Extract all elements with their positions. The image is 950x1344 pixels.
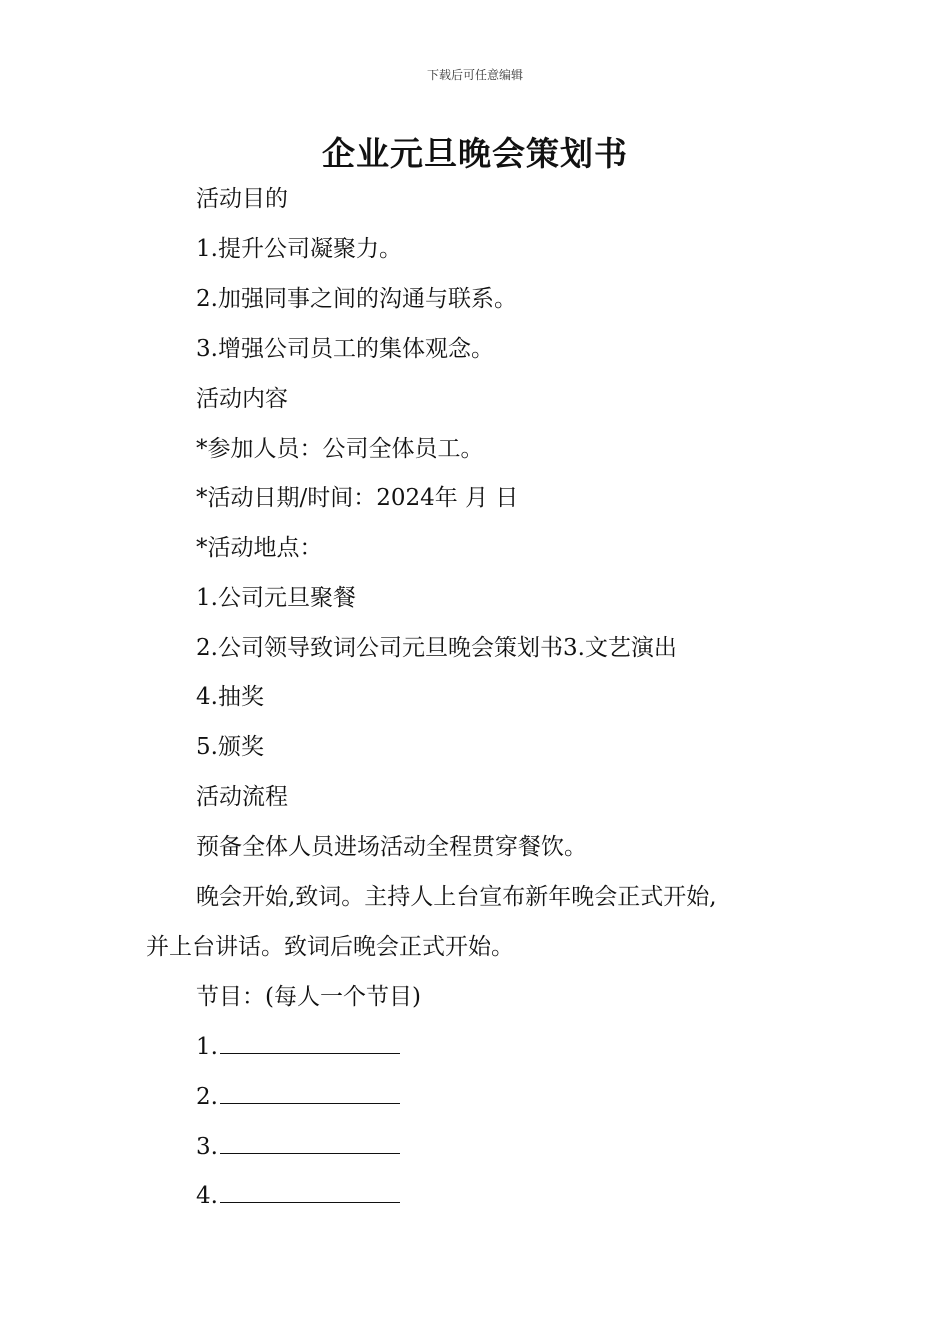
purpose-item-2: 2.加强同事之间的沟通与联系。 [196,286,517,312]
process-paragraph-2-line-2: 并上台讲话。致词后晚会正式开始。 [146,934,514,960]
program-item-number: 3. [196,1134,218,1160]
content-item-2: 2.公司领导致词公司元旦晚会策划书3.文艺演出 [196,635,677,661]
purpose-heading: 活动目的 [196,186,288,212]
program-item-3 [196,1132,400,1162]
blank-fill-line [220,1133,400,1154]
blank-fill-line [220,1033,400,1054]
location-line: *活动地点： [196,535,323,561]
participants-line: *参加人员：公司全体员工。 [196,436,484,462]
process-heading: 活动流程 [196,784,288,810]
header-note: 下载后可任意编辑 [426,68,523,82]
content-heading: 活动内容 [196,386,288,412]
process-paragraph-1: 预备全体人员进场活动全程贯穿餐饮。 [196,834,587,860]
program-item-2 [196,1082,400,1112]
document-title: 企业元旦晚会策划书 [322,134,628,173]
purpose-item-1: 1.提升公司凝聚力。 [196,236,402,262]
content-item-1: 1.公司元旦聚餐 [196,585,356,611]
content-item-3: 4.抽奖 [196,684,264,710]
program-heading: 节目：(每人一个节目) [196,984,421,1010]
process-paragraph-2-line-1: 晚会开始,致词。主持人上台宣布新年晚会正式开始, [196,884,717,910]
blank-fill-line [220,1182,400,1203]
program-item-number: 1. [196,1034,218,1060]
program-item-4 [196,1181,400,1211]
blank-fill-line [220,1083,400,1104]
program-item-number: 4. [196,1183,218,1209]
content-item-4: 5.颁奖 [196,734,264,760]
program-item-number: 2. [196,1084,218,1110]
program-item-1 [196,1032,400,1062]
purpose-item-3: 3.增强公司员工的集体观念。 [196,336,494,362]
date-time-line: *活动日期/时间：2024年 月 日 [196,485,519,511]
